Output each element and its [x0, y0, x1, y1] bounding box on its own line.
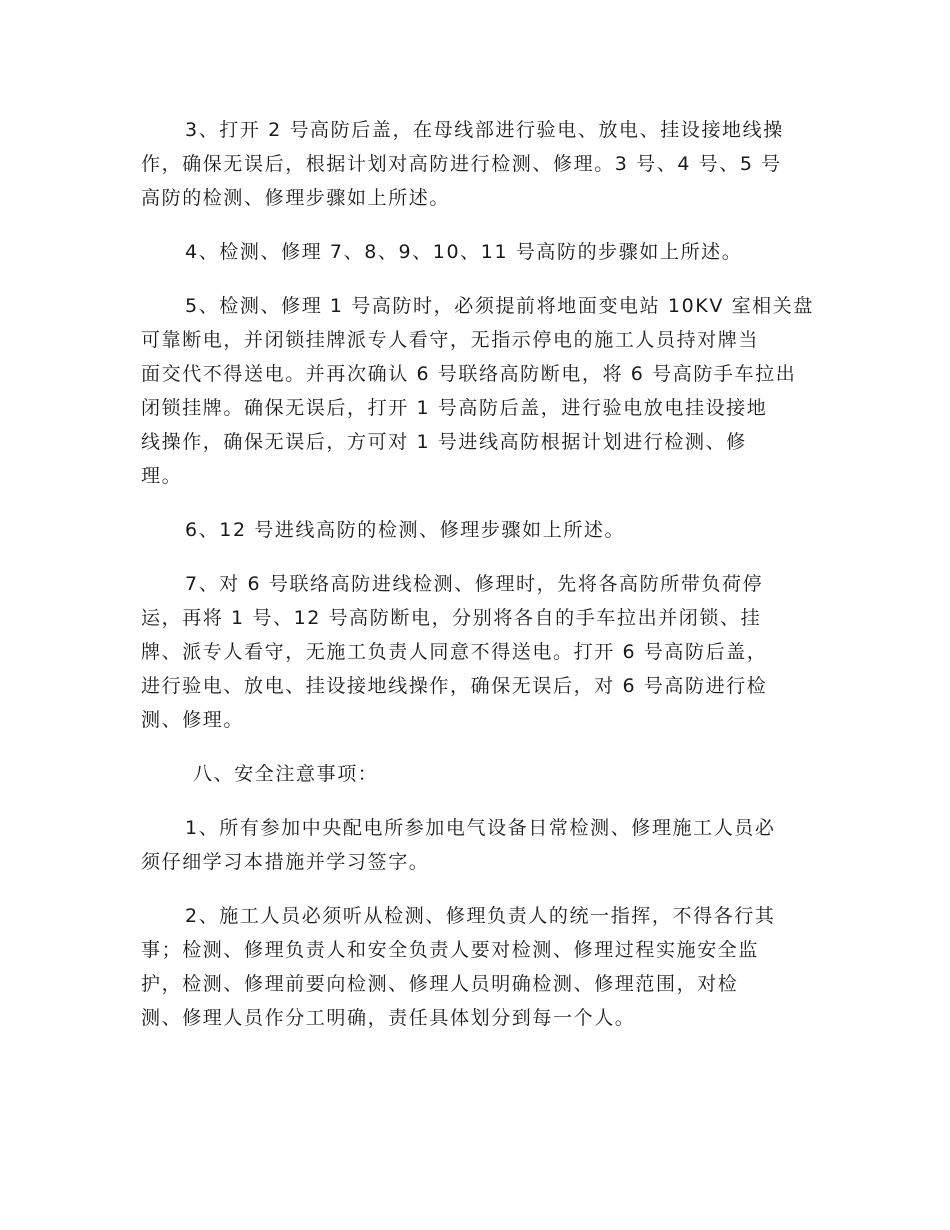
paragraph-line: 线操作，确保无误后，方可对 1 号进线高防根据计划进行检测、修	[141, 431, 747, 453]
paragraph-line: 进行验电、放电、挂设接地线操作，确保无误后，对 6 号高防进行检	[141, 675, 768, 697]
paragraph-line: 作，确保无误后，根据计划对高防进行检测、修理。3 号、4 号、5 号	[141, 153, 782, 175]
paragraph-line: 牌、派专人看守，无施工负责人同意不得送电。打开 6 号高防后盖，	[141, 641, 768, 663]
paragraph-line: 测、修理人员作分工明确，责任具体划分到每一个人。	[141, 1007, 636, 1029]
paragraph-line: 7、对 6 号联络高防进线检测、修理时，先将各高防所带负荷停	[185, 573, 764, 595]
paragraph-line: 须仔细学习本措施并学习签字。	[141, 851, 430, 873]
paragraph-line: 6、12 号进线高防的检测、修理步骤如上所述。	[185, 519, 626, 541]
paragraph-line: 测、修理。	[141, 709, 245, 731]
paragraph-line: 运，再将 1 号、12 号高防断电，分别将各自的手车拉出并闭锁、挂	[141, 607, 762, 629]
paragraph-line: 事；检测、修理负责人和安全负责人要对检测、修理过程实施安全监	[141, 939, 760, 961]
paragraph-line: 3、打开 2 号高防后盖，在母线部进行验电、放电、挂设接地线操	[185, 119, 784, 141]
paragraph-line: 面交代不得送电。并再次确认 6 号联络高防断电，将 6 号高防手车拉出	[141, 363, 797, 385]
paragraph-line: 可靠断电，并闭锁挂牌派专人看守，无指示停电的施工人员持对牌当	[141, 329, 760, 351]
section-heading: 八、安全注意事项：	[193, 763, 379, 785]
paragraph-line: 护，检测、修理前要向检测、修理人员明确检测、修理范围，对检	[141, 973, 739, 995]
paragraph-line: 理。	[141, 465, 183, 487]
paragraph-line: 4、检测、修理 7、8、9、10、11 号高防的步骤如上所述。	[185, 241, 743, 263]
paragraph-line: 闭锁挂牌。确保无误后，打开 1 号高防后盖，进行验电放电挂设接地	[141, 397, 768, 419]
paragraph-line: 1、所有参加中央配电所参加电气设备日常检测、修理施工人员必	[185, 817, 776, 839]
paragraph-line: 2、施工人员必须听从检测、修理负责人的统一指挥，不得各行其	[185, 905, 776, 927]
paragraph-line: 高防的检测、修理步骤如上所述。	[141, 187, 451, 209]
paragraph-line: 5、检测、修理 1 号高防时，必须提前将地面变电站 10KV 室相关盘	[185, 295, 814, 317]
